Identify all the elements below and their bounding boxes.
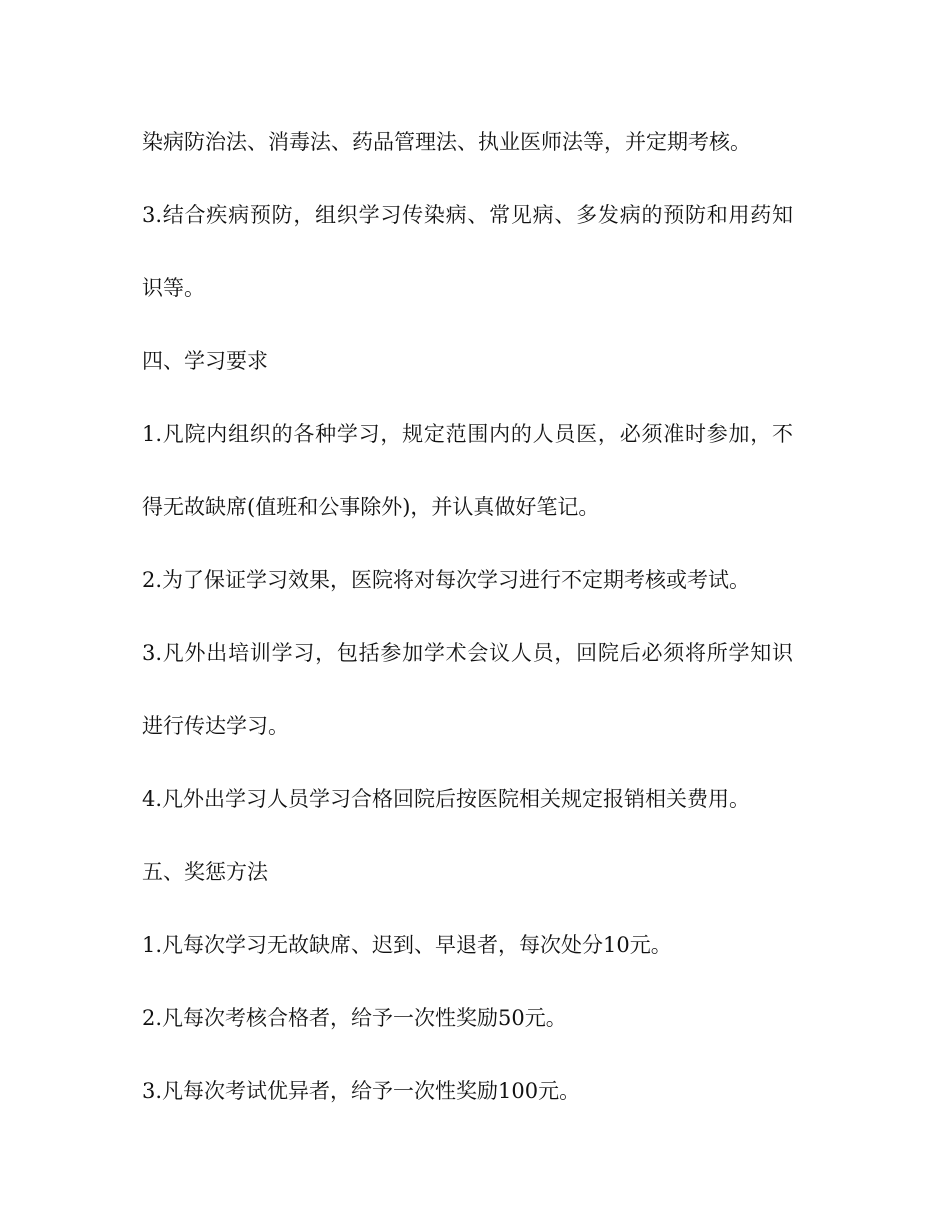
section-heading: 四、学习要求 xyxy=(142,349,268,373)
paragraph-line: 3.结合疾病预防，组织学习传染病、常见病、多发病的预防和用药知 xyxy=(142,203,793,227)
paragraph-line: 4.凡外出学习人员学习合格回院后按医院相关规定报销相关费用。 xyxy=(142,787,751,811)
paragraph-line: 2.为了保证学习效果，医院将对每次学习进行不定期考核或考试。 xyxy=(142,568,751,592)
paragraph-line: 3.凡外出培训学习，包括参加学术会议人员，回院后必须将所学知识 xyxy=(142,641,793,665)
paragraph-line: 3.凡每次考试优异者，给予一次性奖励100元。 xyxy=(142,1079,581,1103)
section-heading: 五、奖惩方法 xyxy=(142,860,268,884)
paragraph-line: 2.凡每次考核合格者，给予一次性奖励50元。 xyxy=(142,1006,567,1030)
paragraph-line: 1.凡每次学习无故缺席、迟到、早退者，每次处分10元。 xyxy=(142,933,672,957)
paragraph-line: 识等。 xyxy=(142,276,205,300)
paragraph-line: 进行传达学习。 xyxy=(142,714,289,738)
paragraph-line: 染病防治法、消毒法、药品管理法、执业医师法等，并定期考核。 xyxy=(142,130,751,154)
paragraph-line: 1.凡院内组织的各种学习，规定范围内的人员医，必须准时参加，不 xyxy=(142,422,793,446)
paragraph-line: 得无故缺席(值班和公事除外)，并认真做好笔记。 xyxy=(142,495,600,519)
